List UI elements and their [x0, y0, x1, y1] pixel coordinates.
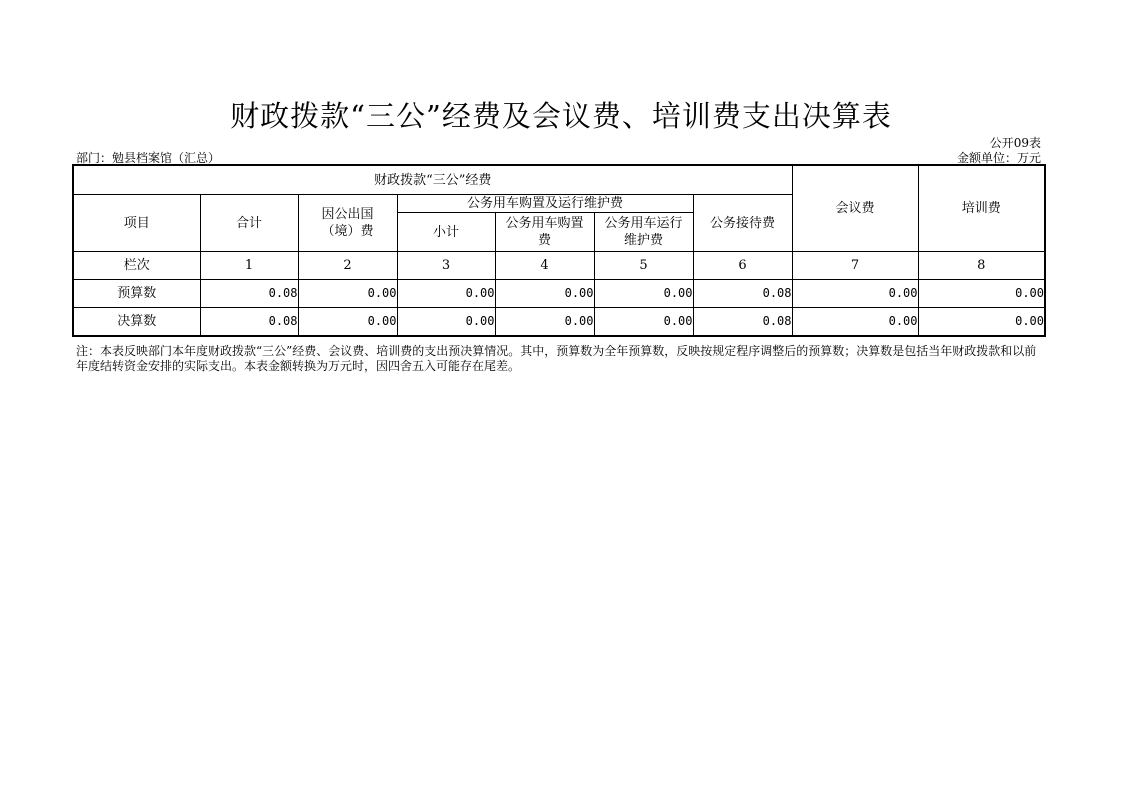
- value-cell: 0.08: [693, 308, 792, 337]
- index-cell: 4: [495, 252, 594, 280]
- index-label: 栏次: [73, 252, 200, 280]
- page-title: 财政拨款“三公”经费及会议费、培训费支出决算表: [230, 99, 892, 133]
- header-vehicle-operation: 公务用车运行 维护费: [594, 213, 693, 252]
- header-training: 培训费: [918, 165, 1045, 252]
- index-cell: 3: [397, 252, 495, 280]
- row-label: 决算数: [73, 308, 200, 337]
- header-total: 合计: [200, 195, 298, 252]
- index-cell: 2: [298, 252, 397, 280]
- value-cell: 0.08: [693, 280, 792, 308]
- header-row-1: [73, 165, 1045, 195]
- index-row: [73, 252, 1045, 280]
- value-cell: 0.00: [792, 280, 918, 308]
- value-cell: 0.00: [792, 308, 918, 337]
- unit-label: 金额单位：万元: [956, 151, 1041, 165]
- value-cell: 0.00: [594, 308, 693, 337]
- header-abroad: 因公出国 （境）费: [298, 195, 397, 252]
- index-cell: 7: [792, 252, 918, 280]
- value-cell: 0.00: [397, 280, 495, 308]
- value-cell: 0.00: [594, 280, 693, 308]
- header-subtotal: 小计: [397, 213, 495, 252]
- header-item: 项目: [73, 195, 200, 252]
- value-cell: 0.00: [298, 280, 397, 308]
- index-cell: 5: [594, 252, 693, 280]
- index-cell: 8: [918, 252, 1045, 280]
- header-vehicle-purchase: 公务用车购置 费: [495, 213, 594, 252]
- department-label: 部门：勉县档案馆（汇总）: [76, 151, 221, 165]
- value-cell: 0.00: [495, 308, 594, 337]
- value-cell: 0.00: [397, 308, 495, 337]
- header-reception: 公务接待费: [693, 195, 792, 252]
- table-row-final: [73, 308, 1045, 337]
- form-number: 公开09表: [989, 136, 1041, 150]
- group-header-cell: 财政拨款“三公”经费: [73, 165, 792, 195]
- table-row-budget: [73, 280, 1045, 308]
- header-meeting: 会议费: [792, 165, 918, 252]
- index-cell: 6: [693, 252, 792, 280]
- expenditure-table: [72, 164, 1046, 337]
- index-cell: 1: [200, 252, 298, 280]
- value-cell: 0.08: [200, 280, 298, 308]
- value-cell: 0.00: [918, 308, 1045, 337]
- value-cell: 0.00: [298, 308, 397, 337]
- value-cell: 0.00: [918, 280, 1045, 308]
- value-cell: 0.08: [200, 308, 298, 337]
- row-label: 预算数: [73, 280, 200, 308]
- header-vehicle-group: 公务用车购置及运行维护费: [397, 195, 693, 213]
- value-cell: 0.00: [495, 280, 594, 308]
- footnote: 注：本表反映部门本年度财政拨款“三公”经费、会议费、培训费的支出预决算情况。其中，预算数为全年预算数，反映按规定程序调整后的预算数；决算数是包括当年财政拨款和以前年度结转资金安排的实际支出。本表金额转换为万元时，因四舍五入可能存在尾差。: [76, 344, 1037, 373]
